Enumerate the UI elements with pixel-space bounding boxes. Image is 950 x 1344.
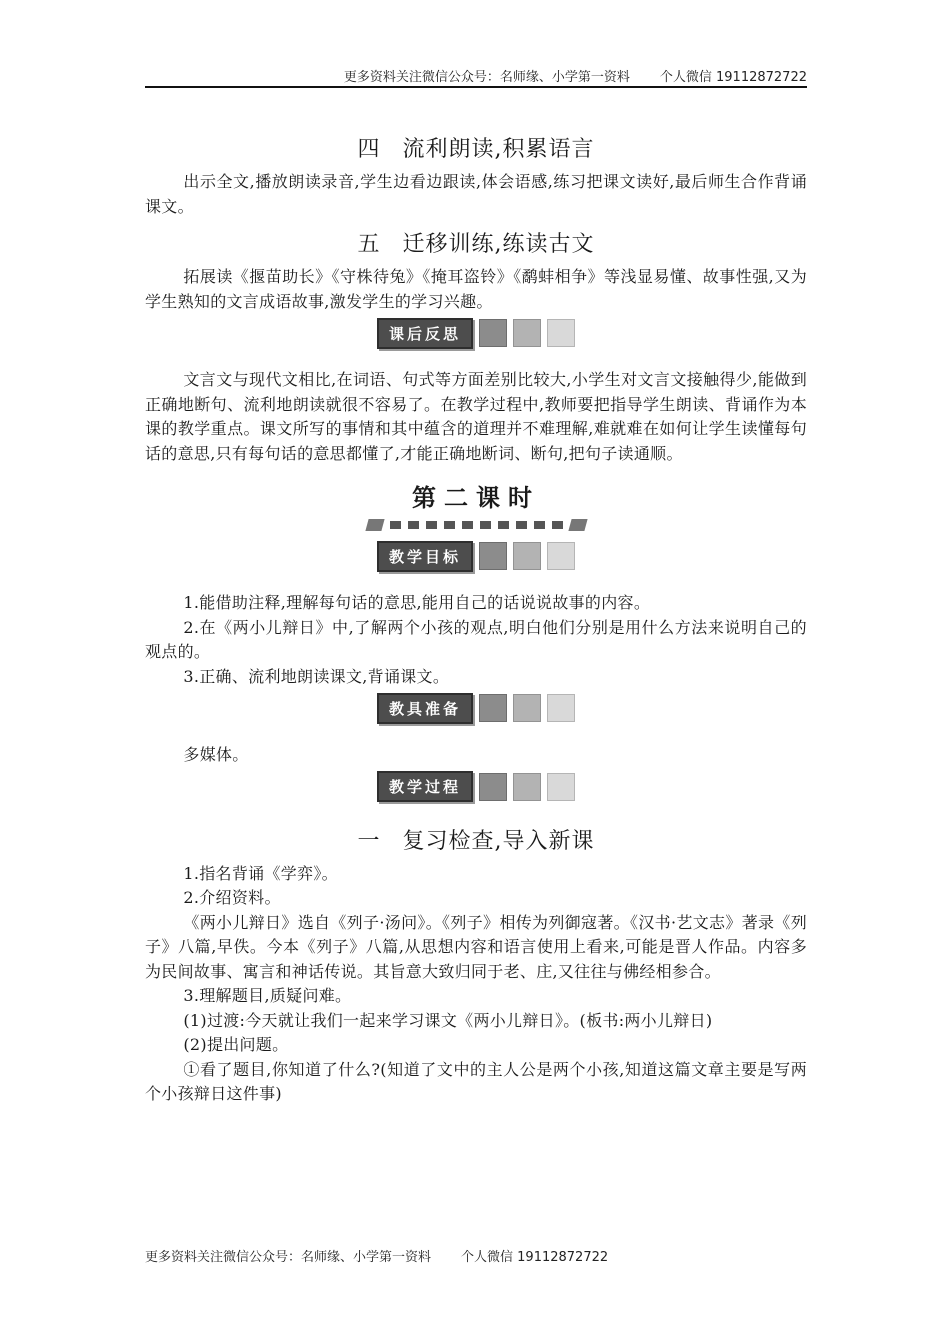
header-divider <box>145 86 807 88</box>
section-four-number: 四 <box>357 137 381 162</box>
section-five-number: 五 <box>357 232 381 257</box>
footer-wechat: 个人微信 19112872722 <box>461 1250 609 1265</box>
goals-badge-label: 教学目标 <box>377 541 473 572</box>
section-one-number: 一 <box>357 828 381 854</box>
tools-badge-label: 教具准备 <box>377 693 473 724</box>
section-one-heading <box>145 822 807 862</box>
reflection-paragraph: 文言文与现代文相比,在词语、句式等方面差别比较大,小学生对文言文接触得少,能做到正确地断句、流利地朗读就很不容易了。在教学过程中,教师要把指导学生朗读、背诵作为本课的教学重点。课文所写的事情和其中蕴含的道理并不难理解,难就难在如何让学生读懂每句话的意思,只有每句话的意思都懂了,才能正确地断词、断句,把句子读通顺。 <box>145 370 807 463</box>
goal-item: 2.在《两小儿辩日》中,了解两个小孩的观点,明白他们分别是用什么方法来说明自己的观点的。 <box>145 617 807 661</box>
section-one-item: 3.理解题目,质疑问难。 <box>183 986 352 1005</box>
section-four-title: 流利朗读,积累语言 <box>402 137 595 162</box>
lesson-two-title: 第二课时 <box>412 484 540 512</box>
section-four-paragraph: 出示全文,播放朗读录音,学生边看边跟读,体会语感,练习把课文读好,最后师生合作背诵课文。 <box>145 172 807 216</box>
header-wechat: 个人微信 19112872722 <box>659 70 807 85</box>
reflection-badge <box>145 314 807 352</box>
reflection-badge-label: 课后反思 <box>377 318 473 349</box>
section-five-title: 迁移训练,练读古文 <box>402 232 595 257</box>
tools-badge <box>145 689 807 727</box>
lesson-two-banner <box>145 478 807 531</box>
section-one-item: 2.介绍资料。 <box>183 888 281 907</box>
lesson-banner-dots <box>145 519 807 531</box>
section-five-heading <box>145 225 807 265</box>
header-source: 更多资料关注微信公众号：名师缘、小学第一资料 <box>343 70 630 85</box>
section-one-title: 复习检查,导入新课 <box>402 828 595 854</box>
section-five-paragraph: 拓展读《揠苗助长》《守株待兔》《掩耳盗铃》《鹬蚌相争》等浅显易懂、故事性强,又为学生熟知的文言成语故事,激发学生的学习兴趣。 <box>145 267 807 311</box>
section-one-item: 1.指名背诵《学弈》。 <box>183 863 338 883</box>
page-footer <box>145 1246 608 1265</box>
tools-paragraph: 多媒体。 <box>183 745 249 764</box>
page-header <box>145 66 807 85</box>
section-one-item: (1)过渡:今天就让我们一起来学习课文《两小儿辩日》。(板书:两小儿辩日) <box>183 1010 713 1030</box>
footer-source: 更多资料关注微信公众号：名师缘、小学第一资料 <box>145 1250 432 1265</box>
goal-item: 3.正确、流利地朗读课文,背诵课文。 <box>183 666 450 686</box>
process-badge <box>145 768 807 806</box>
section-one-item: 《两小儿辩日》选自《列子·汤问》。《列子》相传为列御寇著。《汉书·艺文志》著录《列子》八篇,早佚。今本《列子》八篇,从思想内容和语言使用上看来,可能是晋人作品。内容多为民间故事、寓言和神话传说。其旨意大致归同于老、庄,又往往与佛经相参合。 <box>145 912 807 981</box>
document-body <box>145 130 807 1107</box>
process-badge-label: 教学过程 <box>377 771 473 802</box>
goal-item: 1.能借助注释,理解每句话的意思,能用自己的话说说故事的内容。 <box>183 593 651 612</box>
section-one-item: (2)提出问题。 <box>183 1035 289 1054</box>
section-four-heading <box>145 130 807 170</box>
goals-badge <box>145 537 807 575</box>
section-one-item: ①看了题目,你知道了什么?(知道了文中的主人公是两个小孩,知道这篇文章主要是写两个小孩辩日这件事) <box>145 1059 807 1103</box>
